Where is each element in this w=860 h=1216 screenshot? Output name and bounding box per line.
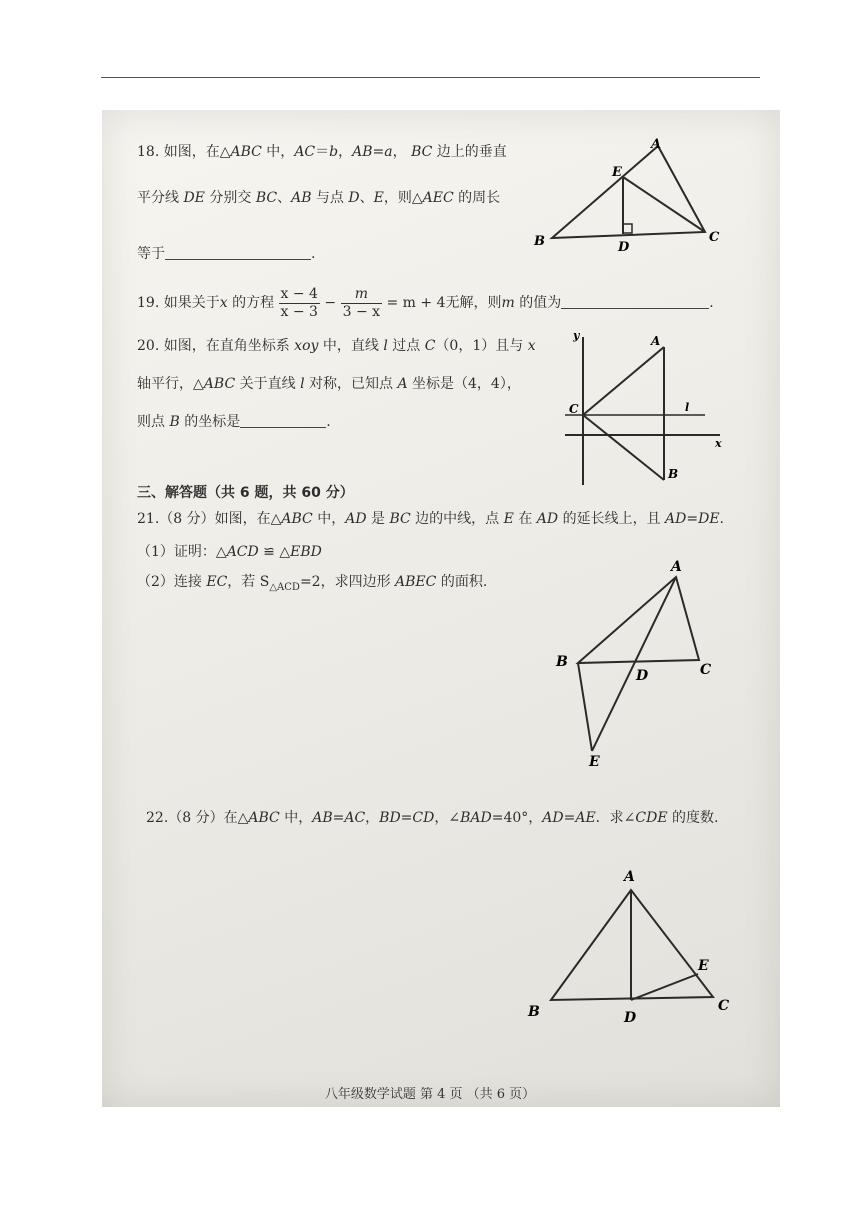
q19-answer-blank[interactable] [561, 294, 709, 309]
q20-coordinate-figure [555, 325, 730, 490]
q18-label-a: A [651, 137, 662, 152]
q21-label-e: E [589, 754, 600, 770]
q18-label-e: E [612, 165, 622, 180]
q21-label-d: D [636, 668, 649, 684]
q18-line1: 18. 如图，在△ABC 中，AC＝b，AB=a， BC 边上的垂直 [137, 144, 507, 160]
q20-label-l: l [685, 401, 690, 414]
q20-label-c: C [569, 402, 579, 416]
q18-answer-blank[interactable] [165, 245, 311, 260]
q22-line-de [631, 974, 698, 1000]
q22-line1: 22.（8 分）在△ABC 中，AB=AC，BD=CD，∠BAD=40°，AD=AE．求∠CDE 的度数. [146, 810, 719, 826]
q21-triangle-figure [548, 555, 728, 775]
q21-line1: 21.（8 分）如图，在△ABC 中，AD 是 BC 边的中线，点 E 在 AD 的延长线上，且 AD=DE. [137, 511, 724, 527]
q20-line3: 则点 B 的坐标是 . [137, 414, 331, 430]
q19-fraction-1: $\frac{x - 4}{x - 3}$ [280, 285, 318, 320]
page-footer: 八年级数学试题 第 4 页 （共 6 页） [324, 1087, 536, 1102]
q18-right-angle-mark [623, 224, 632, 233]
q21-label-a: A [671, 559, 682, 575]
q20-segment-cb [583, 415, 664, 480]
q21-line3: （2）连接 EC，若 $S_{\triangle ACD}=2$，求四边形 ABEC 的面积. [137, 574, 488, 593]
q18-line2: 平分线 DE 分别交 BC、AB 与点 D、E，则△AEC 的周长 [137, 190, 501, 206]
section-heading: 三、解答题（共 6 题，共 60 分） [137, 485, 354, 501]
q18-label-c: C [709, 230, 720, 245]
q20-label-a: A [651, 334, 661, 348]
q22-label-d: D [624, 1010, 637, 1026]
q20-label-x: x [715, 437, 722, 450]
q20-answer-blank[interactable] [240, 413, 326, 428]
page-top-rule [101, 77, 760, 78]
q22-triangle-figure [520, 862, 740, 1032]
q21-line-be [578, 663, 592, 751]
q21-line-ae [592, 577, 676, 751]
q18-line-ec [623, 177, 705, 232]
q18-label-d: D [618, 240, 630, 255]
q20-line1: 20. 如图，在直角坐标系 xoy 中，直线 l 过点 C（0，1）且与 x [137, 338, 536, 354]
q20-line2: 轴平行，△ABC 关于直线 l 对称，已知点 A 坐标是（4，4）， [137, 376, 521, 392]
q20-label-b: B [668, 467, 679, 481]
q20-label-y: y [573, 329, 580, 342]
q19-line: 19. 如果关于x 的方程 $\frac{x - 4}{x - 3}$ − $\frac{m}{3 - x}$ = m + 4无解，则m 的值为 . [137, 285, 714, 320]
q18-label-b: B [534, 234, 545, 249]
q22-label-a: A [624, 869, 635, 885]
q18-triangle-figure [525, 130, 725, 255]
q21-triangle-abc [578, 577, 699, 663]
q21-label-b: B [556, 654, 568, 670]
q20-segment-ca [583, 347, 664, 415]
q18-line3: 等于 . [137, 246, 316, 262]
q22-label-b: B [528, 1004, 540, 1020]
q19-fraction-2: $\frac{m}{3 - x}$ [342, 285, 381, 320]
q21-label-c: C [700, 662, 712, 678]
q21-line2: （1）证明：△ACD ≌ △EBD [137, 544, 322, 560]
q22-label-c: C [718, 998, 730, 1014]
q22-label-e: E [698, 958, 709, 974]
